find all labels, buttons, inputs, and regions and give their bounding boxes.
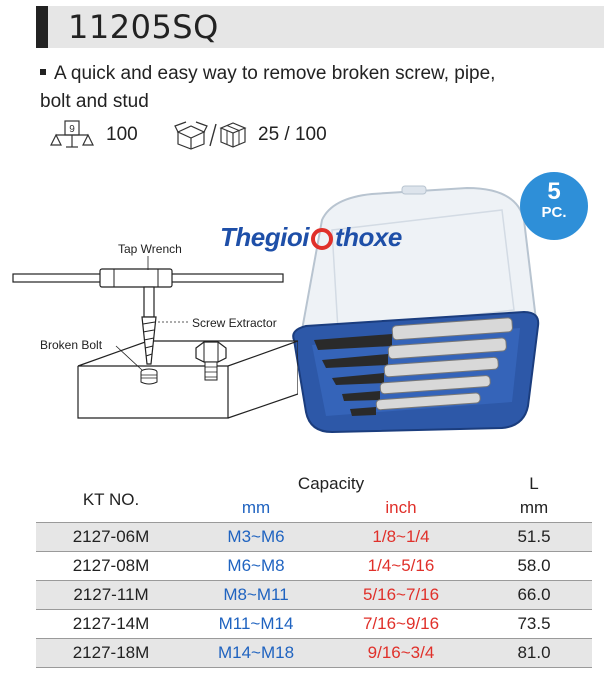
label-broken-bolt: Broken Bolt	[40, 338, 103, 352]
watermark-right: thoxe	[334, 222, 402, 252]
cell-length: 58.0	[476, 552, 592, 581]
diagram-block	[78, 341, 298, 366]
cell-kt-no: 2127-14M	[36, 610, 186, 639]
description	[40, 60, 580, 116]
cell-mm: M11~M14	[186, 610, 326, 639]
badge-count: 5	[547, 178, 561, 205]
header-l: L	[529, 474, 539, 493]
cell-inch: 1/4~5/16	[326, 552, 476, 581]
carton-box-icon	[218, 120, 248, 150]
header-kt-no: KT NO.	[82, 490, 140, 509]
scale-icon-digit: 9	[69, 124, 75, 135]
cell-length: 81.0	[476, 639, 592, 668]
table-row	[36, 639, 592, 668]
header-l-unit: mm	[519, 498, 549, 517]
header-inch: inch	[385, 498, 417, 517]
open-box-icon	[174, 120, 208, 150]
weight-value: 100	[106, 124, 138, 145]
screw-extractor	[144, 287, 154, 317]
cell-length: 73.5	[476, 610, 592, 639]
header-mm: mm	[241, 498, 271, 517]
description-line-1: A quick and easy way to remove broken screw, pipe,	[54, 63, 496, 84]
table-row	[36, 523, 592, 552]
cell-mm: M6~M8	[186, 552, 326, 581]
header-capacity: Capacity	[297, 474, 365, 493]
badge-unit: PC.	[541, 204, 567, 221]
cell-kt-no: 2127-08M	[36, 552, 186, 581]
cell-length: 51.5	[476, 523, 592, 552]
table-row	[36, 581, 592, 610]
table-header-row-1	[36, 470, 592, 494]
cell-length: 66.0	[476, 581, 592, 610]
cell-kt-no: 2127-11M	[36, 581, 186, 610]
watermark-left: Thegioi	[220, 222, 309, 252]
piece-count-badge	[520, 172, 588, 240]
cell-inch: 7/16~9/16	[326, 610, 476, 639]
scale-icon	[50, 120, 94, 150]
description-line-2: bolt and stud	[40, 91, 149, 112]
cell-mm: M3~M6	[186, 523, 326, 552]
cell-kt-no: 2127-06M	[36, 523, 186, 552]
table-row	[36, 610, 592, 639]
cell-mm: M8~M11	[186, 581, 326, 610]
label-tap-wrench: Tap Wrench	[118, 242, 182, 256]
slash-separator	[208, 120, 218, 150]
cell-mm: M14~M18	[186, 639, 326, 668]
table-row	[36, 552, 592, 581]
bolt	[196, 342, 226, 362]
label-screw-extractor: Screw Extractor	[192, 316, 277, 330]
spec-row	[50, 120, 450, 150]
packing-value: 25 / 100	[258, 124, 327, 145]
usage-diagram	[8, 236, 298, 426]
cell-kt-no: 2127-18M	[36, 639, 186, 668]
cell-inch: 5/16~7/16	[326, 581, 476, 610]
spec-table	[36, 470, 592, 668]
model-title: 11205SQ	[68, 8, 219, 46]
product-case-image	[292, 180, 542, 440]
title-bar	[36, 6, 604, 48]
bullet-icon	[40, 69, 46, 75]
watermark-tire-icon	[311, 228, 333, 250]
cell-inch: 1/8~1/4	[326, 523, 476, 552]
cell-inch: 9/16~3/4	[326, 639, 476, 668]
